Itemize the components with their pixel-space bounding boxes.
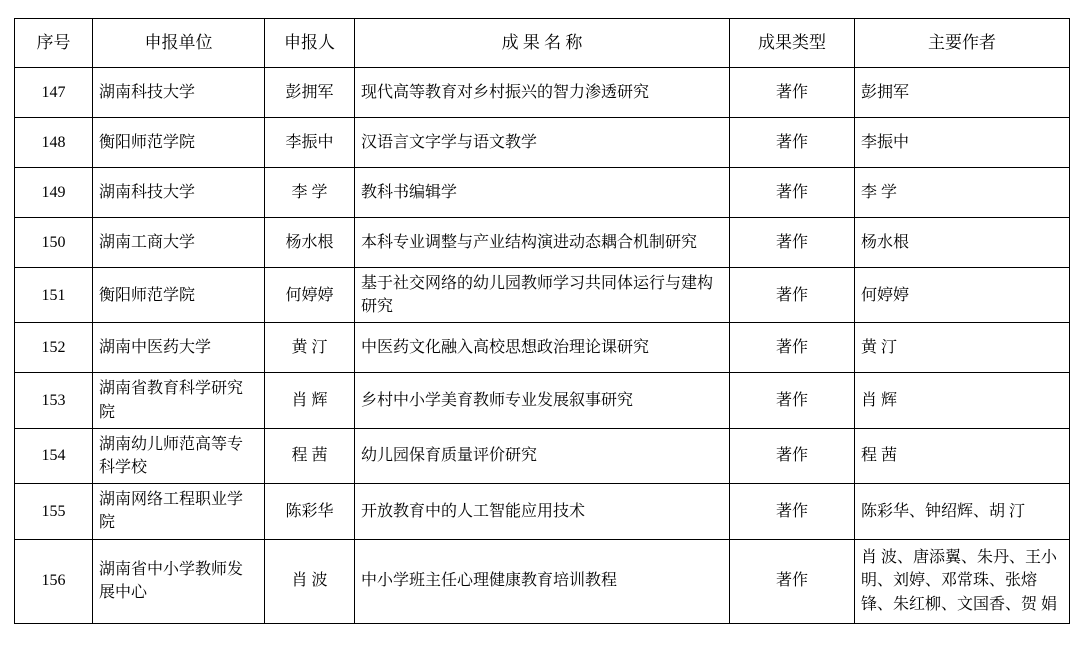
table-row <box>15 539 1070 623</box>
cell-type: 著作 <box>730 68 855 118</box>
cell-no: 149 <box>15 168 93 218</box>
cell-type: 著作 <box>730 268 855 323</box>
table-header <box>15 19 1070 68</box>
cell-type: 著作 <box>730 539 855 623</box>
cell-unit: 湖南幼儿师范高等专科学校 <box>93 428 265 483</box>
cell-no: 154 <box>15 428 93 483</box>
cell-title: 基于社交网络的幼儿园教师学习共同体运行与建构研究 <box>355 268 730 323</box>
cell-unit: 湖南科技大学 <box>93 168 265 218</box>
results-table <box>14 18 1070 624</box>
cell-unit: 湖南网络工程职业学院 <box>93 484 265 539</box>
cell-title: 开放教育中的人工智能应用技术 <box>355 484 730 539</box>
table-row <box>15 428 1070 483</box>
cell-no: 155 <box>15 484 93 539</box>
column-header-no: 序号 <box>15 19 93 68</box>
cell-type: 著作 <box>730 323 855 373</box>
table-body <box>15 68 1070 624</box>
cell-no: 153 <box>15 373 93 428</box>
cell-type: 著作 <box>730 218 855 268</box>
cell-person: 杨水根 <box>265 218 355 268</box>
cell-author: 彭拥军 <box>855 68 1070 118</box>
cell-person: 陈彩华 <box>265 484 355 539</box>
cell-author: 何婷婷 <box>855 268 1070 323</box>
table-header-row <box>15 19 1070 68</box>
cell-title: 乡村中小学美育教师专业发展叙事研究 <box>355 373 730 428</box>
cell-author: 李振中 <box>855 118 1070 168</box>
cell-no: 156 <box>15 539 93 623</box>
cell-no: 152 <box>15 323 93 373</box>
cell-person: 彭拥军 <box>265 68 355 118</box>
cell-type: 著作 <box>730 118 855 168</box>
cell-author: 程 茜 <box>855 428 1070 483</box>
cell-author: 李 学 <box>855 168 1070 218</box>
cell-unit: 湖南科技大学 <box>93 68 265 118</box>
cell-title: 中小学班主任心理健康教育培训教程 <box>355 539 730 623</box>
column-header-person: 申报人 <box>265 19 355 68</box>
cell-type: 著作 <box>730 428 855 483</box>
cell-unit: 湖南工商大学 <box>93 218 265 268</box>
table-row <box>15 168 1070 218</box>
cell-no: 147 <box>15 68 93 118</box>
table-row <box>15 323 1070 373</box>
cell-no: 148 <box>15 118 93 168</box>
table-row <box>15 68 1070 118</box>
cell-person: 李 学 <box>265 168 355 218</box>
cell-author: 黄 汀 <box>855 323 1070 373</box>
cell-type: 著作 <box>730 484 855 539</box>
cell-unit: 湖南中医药大学 <box>93 323 265 373</box>
cell-unit: 衡阳师范学院 <box>93 118 265 168</box>
table-row <box>15 373 1070 428</box>
cell-no: 151 <box>15 268 93 323</box>
table-row <box>15 484 1070 539</box>
cell-person: 黄 汀 <box>265 323 355 373</box>
table-row <box>15 218 1070 268</box>
cell-author: 陈彩华、钟绍辉、胡 汀 <box>855 484 1070 539</box>
column-header-unit: 申报单位 <box>93 19 265 68</box>
cell-unit: 湖南省教育科学研究院 <box>93 373 265 428</box>
cell-person: 肖 辉 <box>265 373 355 428</box>
column-header-title: 成 果 名 称 <box>355 19 730 68</box>
cell-type: 著作 <box>730 168 855 218</box>
cell-title: 现代高等教育对乡村振兴的智力渗透研究 <box>355 68 730 118</box>
cell-person: 程 茜 <box>265 428 355 483</box>
column-header-author: 主要作者 <box>855 19 1070 68</box>
cell-title: 本科专业调整与产业结构演进动态耦合机制研究 <box>355 218 730 268</box>
cell-title: 汉语言文字学与语文教学 <box>355 118 730 168</box>
cell-type: 著作 <box>730 373 855 428</box>
cell-title: 教科书编辑学 <box>355 168 730 218</box>
cell-title: 中医药文化融入高校思想政治理论课研究 <box>355 323 730 373</box>
cell-person: 何婷婷 <box>265 268 355 323</box>
cell-no: 150 <box>15 218 93 268</box>
column-header-type: 成果类型 <box>730 19 855 68</box>
cell-person: 肖 波 <box>265 539 355 623</box>
table-row <box>15 118 1070 168</box>
cell-unit: 湖南省中小学教师发展中心 <box>93 539 265 623</box>
cell-author: 肖 辉 <box>855 373 1070 428</box>
table-row <box>15 268 1070 323</box>
cell-title: 幼儿园保育质量评价研究 <box>355 428 730 483</box>
cell-author: 杨水根 <box>855 218 1070 268</box>
cell-unit: 衡阳师范学院 <box>93 268 265 323</box>
cell-author: 肖 波、唐添翼、朱丹、王小明、刘婷、邓常珠、张熔锋、朱红柳、文国香、贺 娟 <box>855 539 1070 623</box>
cell-person: 李振中 <box>265 118 355 168</box>
